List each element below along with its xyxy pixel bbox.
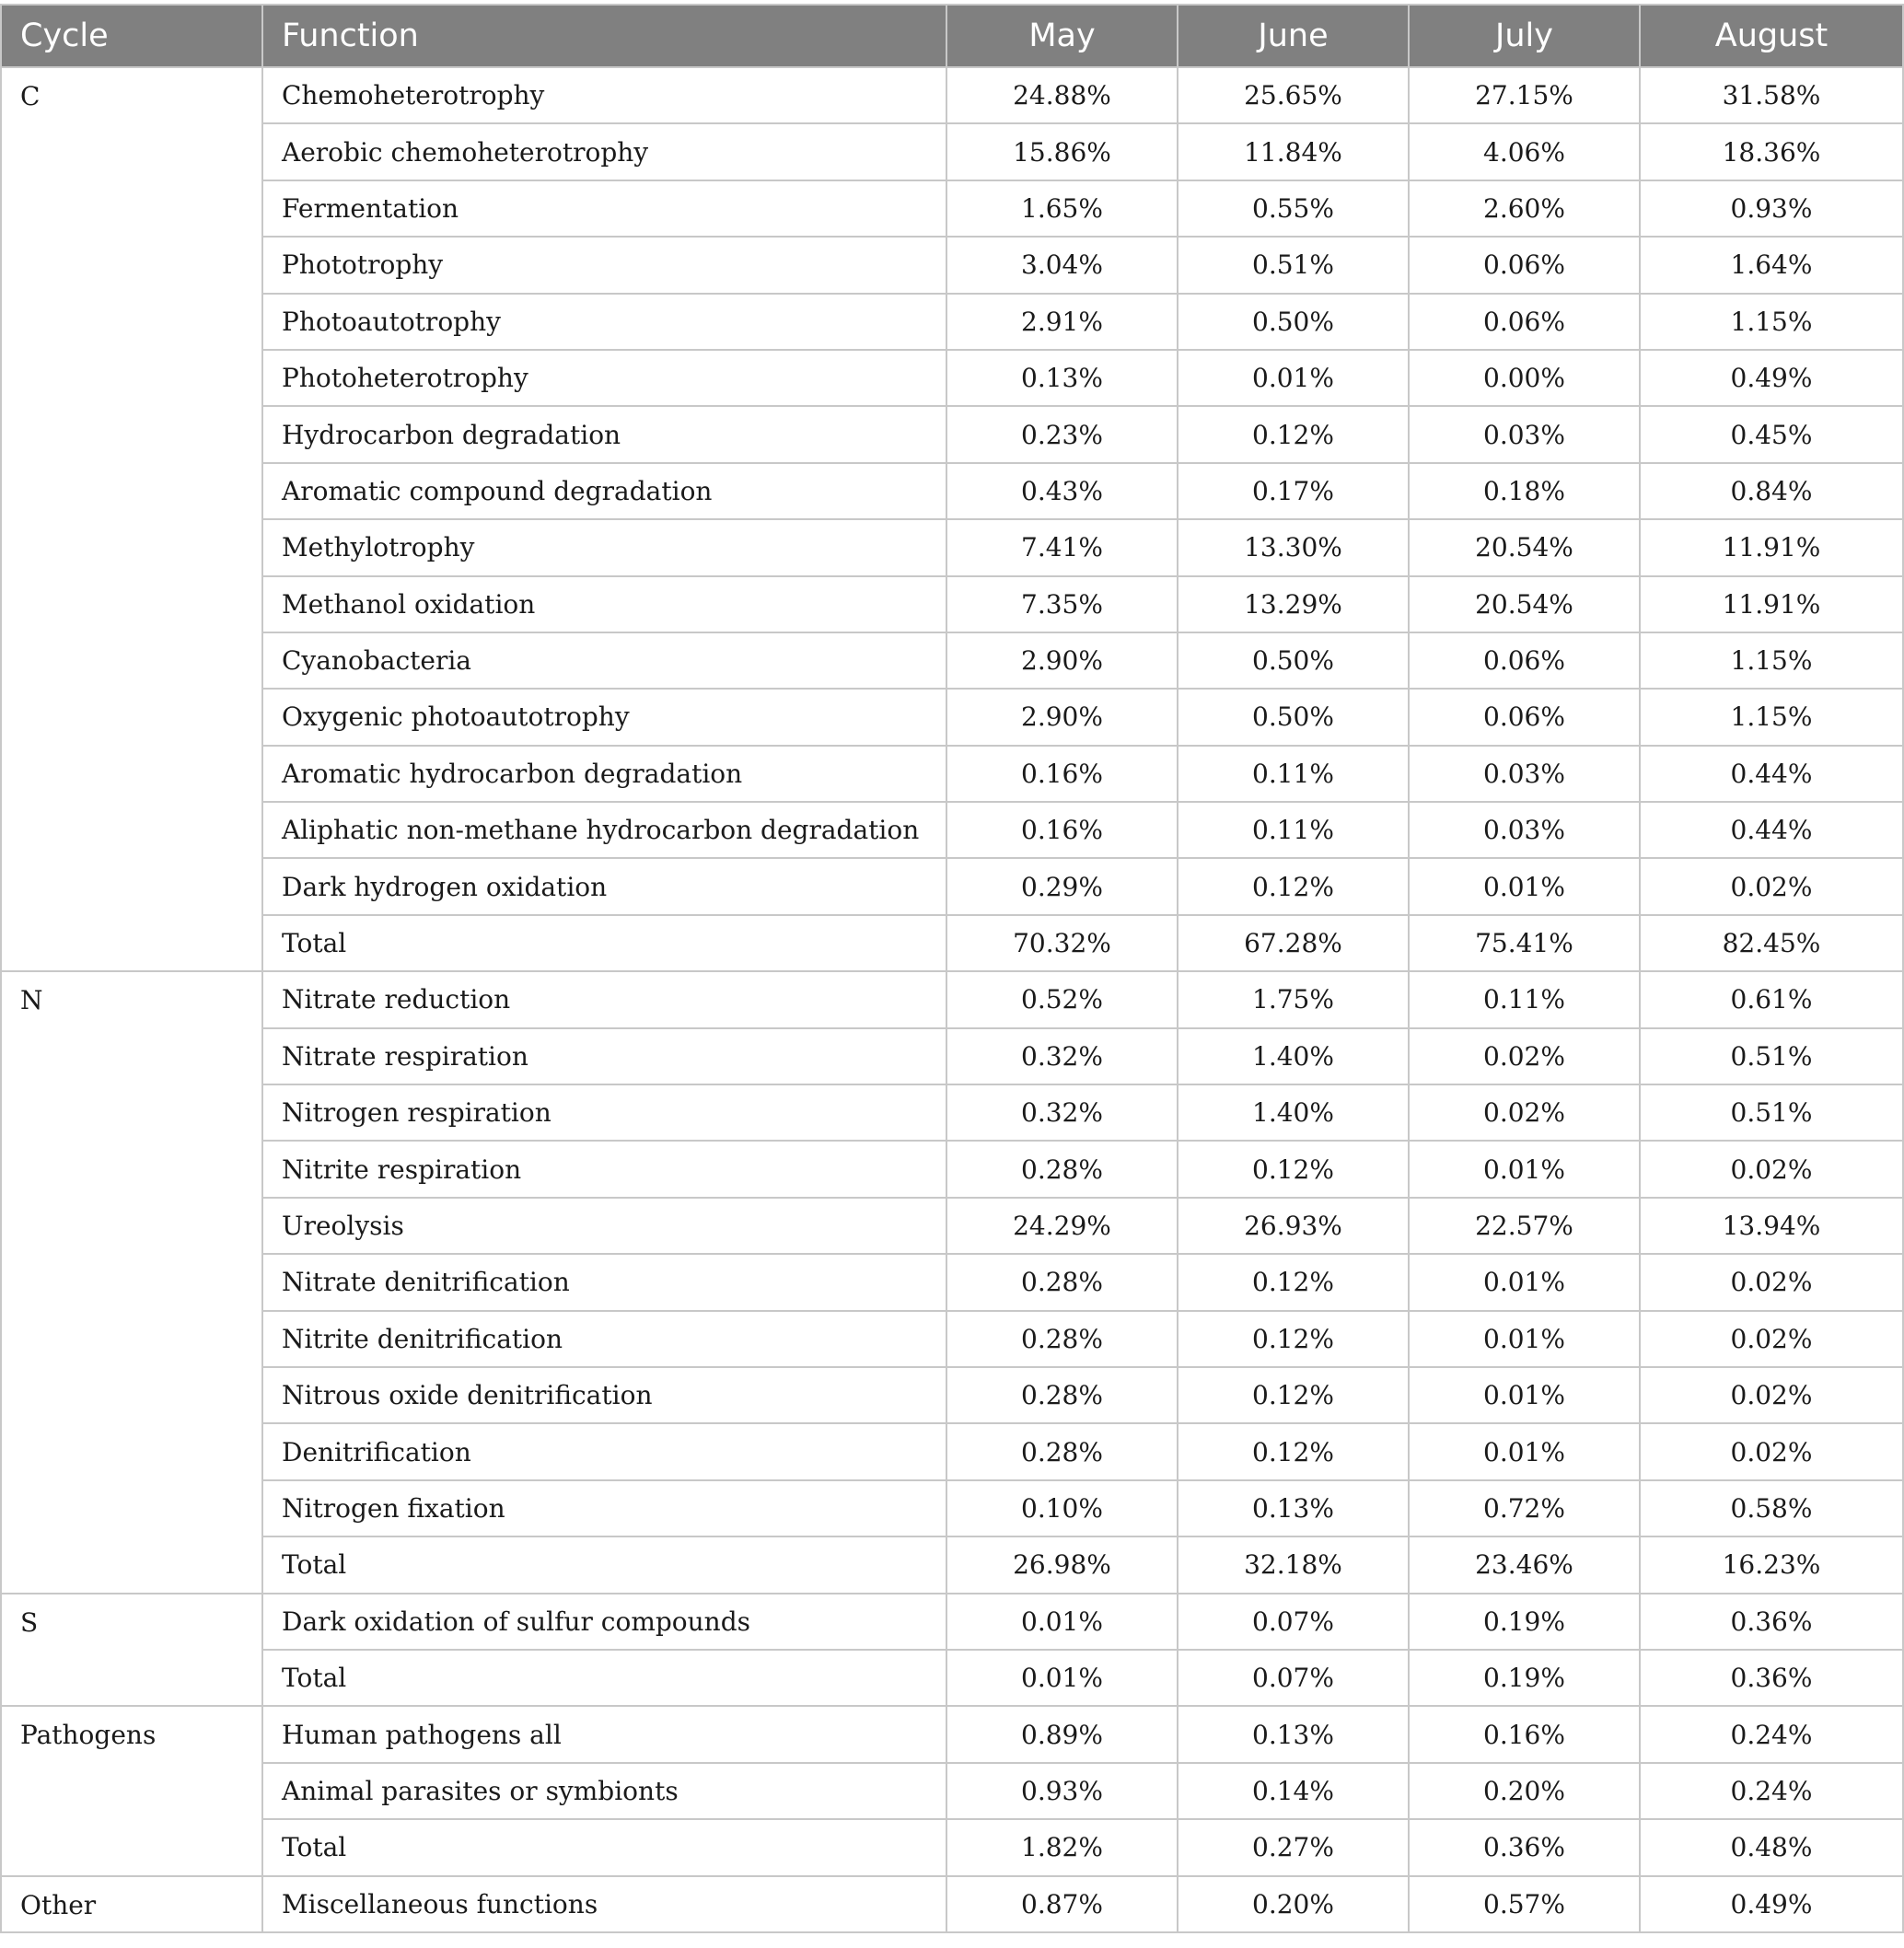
may-value-cell: 0.32% (946, 1028, 1178, 1084)
june-value-cell: 1.40% (1178, 1084, 1409, 1141)
function-cell: Phototrophy (262, 237, 946, 293)
may-value-cell: 0.28% (946, 1141, 1178, 1197)
july-value-cell: 0.36% (1409, 1819, 1640, 1875)
header-august: August (1640, 5, 1903, 67)
july-value-cell: 75.41% (1409, 915, 1640, 971)
may-value-cell: 0.32% (946, 1084, 1178, 1141)
july-value-cell: 0.06% (1409, 689, 1640, 745)
table-row (1, 1876, 1903, 1932)
function-cell: Cyanobacteria (262, 632, 946, 689)
august-value-cell: 0.24% (1640, 1763, 1903, 1819)
june-value-cell: 13.29% (1178, 576, 1409, 632)
may-value-cell: 0.16% (946, 746, 1178, 802)
june-value-cell: 0.12% (1178, 1423, 1409, 1479)
may-value-cell: 2.90% (946, 689, 1178, 745)
june-value-cell: 1.75% (1178, 971, 1409, 1027)
may-value-cell: 0.28% (946, 1311, 1178, 1367)
august-value-cell: 0.02% (1640, 858, 1903, 914)
august-value-cell: 0.02% (1640, 1367, 1903, 1423)
table-row (1, 1819, 1903, 1875)
table-body (1, 67, 1903, 1932)
june-value-cell: 0.51% (1178, 237, 1409, 293)
table-row (1, 123, 1903, 180)
july-value-cell: 0.18% (1409, 463, 1640, 519)
may-value-cell: 0.43% (946, 463, 1178, 519)
function-cell: Nitrogen fixation (262, 1480, 946, 1536)
august-value-cell: 0.51% (1640, 1084, 1903, 1141)
august-value-cell: 0.45% (1640, 406, 1903, 462)
table-row (1, 746, 1903, 802)
cycle-cell: S (1, 1594, 262, 1707)
june-value-cell: 0.11% (1178, 746, 1409, 802)
june-value-cell: 0.12% (1178, 1311, 1409, 1367)
cycle-cell: Other (1, 1876, 262, 1932)
june-value-cell: 0.07% (1178, 1650, 1409, 1706)
july-value-cell: 0.01% (1409, 1367, 1640, 1423)
june-value-cell: 0.01% (1178, 350, 1409, 406)
may-value-cell: 0.28% (946, 1367, 1178, 1423)
may-value-cell: 0.10% (946, 1480, 1178, 1536)
july-value-cell: 0.57% (1409, 1876, 1640, 1932)
august-value-cell: 0.44% (1640, 746, 1903, 802)
cycle-cell: Pathogens (1, 1706, 262, 1875)
may-value-cell: 26.98% (946, 1536, 1178, 1593)
june-value-cell: 0.07% (1178, 1594, 1409, 1650)
august-value-cell: 0.61% (1640, 971, 1903, 1027)
august-value-cell: 31.58% (1640, 67, 1903, 123)
july-value-cell: 0.03% (1409, 802, 1640, 858)
july-value-cell: 4.06% (1409, 123, 1640, 180)
may-value-cell: 1.82% (946, 1819, 1178, 1875)
function-cell: Dark hydrogen oxidation (262, 858, 946, 914)
may-value-cell: 0.29% (946, 858, 1178, 914)
function-cell: Nitrate respiration (262, 1028, 946, 1084)
july-value-cell: 22.57% (1409, 1198, 1640, 1254)
june-value-cell: 0.50% (1178, 294, 1409, 350)
function-cell: Nitrate denitrification (262, 1254, 946, 1310)
function-cell: Nitrous oxide denitrification (262, 1367, 946, 1423)
june-value-cell: 0.12% (1178, 1367, 1409, 1423)
table-row (1, 406, 1903, 462)
june-value-cell: 0.12% (1178, 1141, 1409, 1197)
august-value-cell: 11.91% (1640, 519, 1903, 575)
july-value-cell: 0.03% (1409, 746, 1640, 802)
function-cell: Chemoheterotrophy (262, 67, 946, 123)
june-value-cell: 25.65% (1178, 67, 1409, 123)
table-row (1, 1763, 1903, 1819)
july-value-cell: 0.00% (1409, 350, 1640, 406)
table-row (1, 1084, 1903, 1141)
june-value-cell: 0.12% (1178, 858, 1409, 914)
august-value-cell: 0.48% (1640, 1819, 1903, 1875)
table-row (1, 237, 1903, 293)
function-cell: Nitrite denitrification (262, 1311, 946, 1367)
function-cell: Nitrite respiration (262, 1141, 946, 1197)
table-row (1, 1594, 1903, 1650)
june-value-cell: 0.20% (1178, 1876, 1409, 1932)
table-row (1, 1650, 1903, 1706)
july-value-cell: 0.19% (1409, 1594, 1640, 1650)
june-value-cell: 0.14% (1178, 1763, 1409, 1819)
table-row (1, 463, 1903, 519)
july-value-cell: 0.01% (1409, 1254, 1640, 1310)
august-value-cell: 0.58% (1640, 1480, 1903, 1536)
august-value-cell: 0.02% (1640, 1141, 1903, 1197)
may-value-cell: 0.93% (946, 1763, 1178, 1819)
header-june: June (1178, 5, 1409, 67)
august-value-cell: 0.44% (1640, 802, 1903, 858)
function-cell: Aromatic compound degradation (262, 463, 946, 519)
august-value-cell: 18.36% (1640, 123, 1903, 180)
table-row (1, 1367, 1903, 1423)
july-value-cell: 0.01% (1409, 1423, 1640, 1479)
table-row (1, 1536, 1903, 1593)
table-row (1, 1254, 1903, 1310)
june-value-cell: 26.93% (1178, 1198, 1409, 1254)
august-value-cell: 0.51% (1640, 1028, 1903, 1084)
function-cell: Photoheterotrophy (262, 350, 946, 406)
june-value-cell: 0.50% (1178, 632, 1409, 689)
august-value-cell: 11.91% (1640, 576, 1903, 632)
june-value-cell: 0.13% (1178, 1706, 1409, 1762)
august-value-cell: 0.93% (1640, 180, 1903, 237)
july-value-cell: 0.02% (1409, 1084, 1640, 1141)
july-value-cell: 23.46% (1409, 1536, 1640, 1593)
may-value-cell: 0.52% (946, 971, 1178, 1027)
july-value-cell: 2.60% (1409, 180, 1640, 237)
table-row (1, 519, 1903, 575)
function-cell: Aerobic chemoheterotrophy (262, 123, 946, 180)
table-row (1, 1311, 1903, 1367)
function-cell: Photoautotrophy (262, 294, 946, 350)
function-cell: Aliphatic non-methane hydrocarbon degradation (262, 802, 946, 858)
cycle-cell: N (1, 971, 262, 1593)
june-value-cell: 13.30% (1178, 519, 1409, 575)
july-value-cell: 0.06% (1409, 632, 1640, 689)
header-july: July (1409, 5, 1640, 67)
table-row (1, 1198, 1903, 1254)
june-value-cell: 67.28% (1178, 915, 1409, 971)
may-value-cell: 15.86% (946, 123, 1178, 180)
may-value-cell: 0.87% (946, 1876, 1178, 1932)
function-cell: Methanol oxidation (262, 576, 946, 632)
table-row (1, 180, 1903, 237)
june-value-cell: 0.17% (1178, 463, 1409, 519)
july-value-cell: 20.54% (1409, 519, 1640, 575)
function-cell: Dark oxidation of sulfur compounds (262, 1594, 946, 1650)
table-row (1, 689, 1903, 745)
may-value-cell: 1.65% (946, 180, 1178, 237)
july-value-cell: 0.01% (1409, 858, 1640, 914)
function-cell: Total (262, 915, 946, 971)
header-cycle: Cycle (1, 5, 262, 67)
cycle-cell: C (1, 67, 262, 971)
june-value-cell: 0.27% (1178, 1819, 1409, 1875)
function-cell: Ureolysis (262, 1198, 946, 1254)
table-row (1, 802, 1903, 858)
table-row (1, 971, 1903, 1027)
function-cell: Nitrogen respiration (262, 1084, 946, 1141)
table-row (1, 350, 1903, 406)
function-cell: Animal parasites or symbionts (262, 1763, 946, 1819)
may-value-cell: 0.16% (946, 802, 1178, 858)
header-function: Function (262, 5, 946, 67)
may-value-cell: 0.89% (946, 1706, 1178, 1762)
function-cell: Total (262, 1819, 946, 1875)
june-value-cell: 0.11% (1178, 802, 1409, 858)
may-value-cell: 2.90% (946, 632, 1178, 689)
table-row (1, 67, 1903, 123)
function-cell: Human pathogens all (262, 1706, 946, 1762)
may-value-cell: 7.41% (946, 519, 1178, 575)
table-row (1, 294, 1903, 350)
may-value-cell: 2.91% (946, 294, 1178, 350)
function-cell: Total (262, 1650, 946, 1706)
function-cell: Nitrate reduction (262, 971, 946, 1027)
table-row (1, 858, 1903, 914)
function-cell: Methylotrophy (262, 519, 946, 575)
july-value-cell: 0.01% (1409, 1311, 1640, 1367)
july-value-cell: 0.01% (1409, 1141, 1640, 1197)
may-value-cell: 3.04% (946, 237, 1178, 293)
july-value-cell: 0.19% (1409, 1650, 1640, 1706)
july-value-cell: 0.06% (1409, 237, 1640, 293)
table-row (1, 1423, 1903, 1479)
may-value-cell: 24.88% (946, 67, 1178, 123)
july-value-cell: 0.02% (1409, 1028, 1640, 1084)
function-cell: Total (262, 1536, 946, 1593)
august-value-cell: 0.36% (1640, 1650, 1903, 1706)
table-row (1, 632, 1903, 689)
function-cell: Fermentation (262, 180, 946, 237)
august-value-cell: 1.15% (1640, 294, 1903, 350)
may-value-cell: 0.01% (946, 1594, 1178, 1650)
august-value-cell: 0.24% (1640, 1706, 1903, 1762)
july-value-cell: 0.16% (1409, 1706, 1640, 1762)
table-row (1, 576, 1903, 632)
june-value-cell: 0.13% (1178, 1480, 1409, 1536)
july-value-cell: 0.06% (1409, 294, 1640, 350)
august-value-cell: 16.23% (1640, 1536, 1903, 1593)
august-value-cell: 0.49% (1640, 1876, 1903, 1932)
may-value-cell: 70.32% (946, 915, 1178, 971)
july-value-cell: 20.54% (1409, 576, 1640, 632)
june-value-cell: 11.84% (1178, 123, 1409, 180)
functional-prediction-table (0, 4, 1904, 1933)
function-cell: Denitrification (262, 1423, 946, 1479)
august-value-cell: 0.84% (1640, 463, 1903, 519)
may-value-cell: 0.28% (946, 1423, 1178, 1479)
august-value-cell: 13.94% (1640, 1198, 1903, 1254)
may-value-cell: 0.28% (946, 1254, 1178, 1310)
july-value-cell: 0.20% (1409, 1763, 1640, 1819)
function-cell: Aromatic hydrocarbon degradation (262, 746, 946, 802)
function-cell: Hydrocarbon degradation (262, 406, 946, 462)
august-value-cell: 0.49% (1640, 350, 1903, 406)
june-value-cell: 0.50% (1178, 689, 1409, 745)
august-value-cell: 1.64% (1640, 237, 1903, 293)
july-value-cell: 0.72% (1409, 1480, 1640, 1536)
august-value-cell: 0.36% (1640, 1594, 1903, 1650)
header-may: May (946, 5, 1178, 67)
may-value-cell: 24.29% (946, 1198, 1178, 1254)
table-row (1, 1028, 1903, 1084)
june-value-cell: 0.12% (1178, 1254, 1409, 1310)
june-value-cell: 32.18% (1178, 1536, 1409, 1593)
july-value-cell: 27.15% (1409, 67, 1640, 123)
table-row (1, 1706, 1903, 1762)
table-row (1, 1141, 1903, 1197)
june-value-cell: 1.40% (1178, 1028, 1409, 1084)
june-value-cell: 0.55% (1178, 180, 1409, 237)
july-value-cell: 0.11% (1409, 971, 1640, 1027)
may-value-cell: 0.01% (946, 1650, 1178, 1706)
august-value-cell: 1.15% (1640, 689, 1903, 745)
august-value-cell: 0.02% (1640, 1423, 1903, 1479)
table-row (1, 915, 1903, 971)
function-cell: Oxygenic photoautotrophy (262, 689, 946, 745)
august-value-cell: 0.02% (1640, 1254, 1903, 1310)
august-value-cell: 82.45% (1640, 915, 1903, 971)
june-value-cell: 0.12% (1178, 406, 1409, 462)
august-value-cell: 0.02% (1640, 1311, 1903, 1367)
august-value-cell: 1.15% (1640, 632, 1903, 689)
function-cell: Miscellaneous functions (262, 1876, 946, 1932)
header-row (1, 5, 1903, 67)
table-row (1, 1480, 1903, 1536)
may-value-cell: 7.35% (946, 576, 1178, 632)
table-header (1, 5, 1903, 67)
july-value-cell: 0.03% (1409, 406, 1640, 462)
may-value-cell: 0.23% (946, 406, 1178, 462)
may-value-cell: 0.13% (946, 350, 1178, 406)
